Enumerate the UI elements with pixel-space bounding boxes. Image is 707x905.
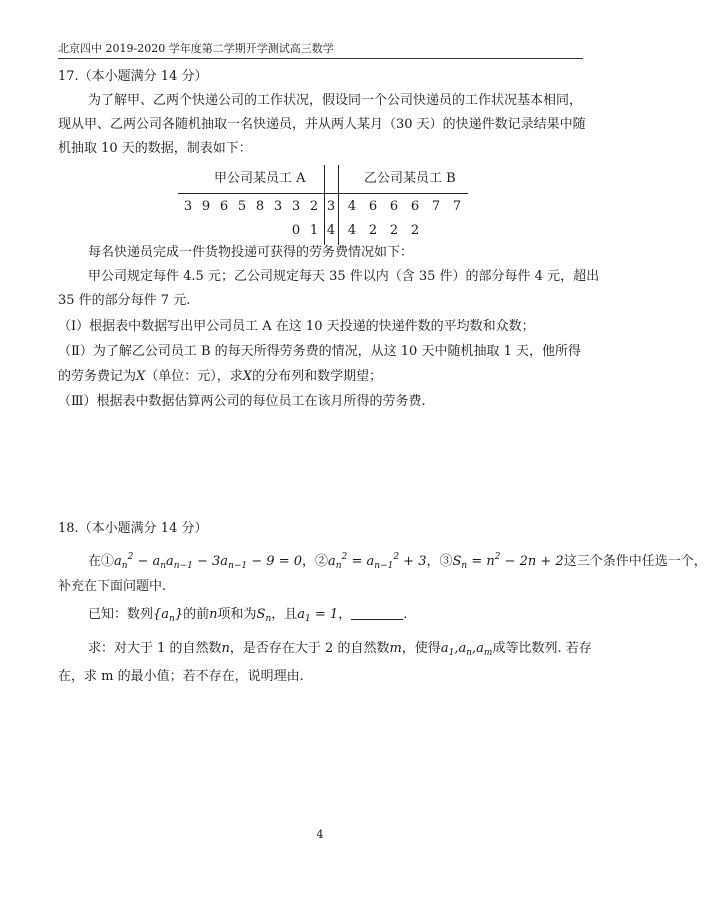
q17-paragraph-4: 每名快递员完成一件货物投递可获得的劳务费情况如下： [88,245,414,260]
table-header-rule [178,193,468,194]
q18-l3-c: 项和为 [217,607,257,622]
stem-right-rule [338,165,339,245]
leaf-right: 6 [368,199,378,214]
q18-l3-b: 的前 [183,607,210,622]
condition-2-formula: $a_n^2 = a_{n-1}^2 + 3$ [328,552,427,571]
q18-line-5: 在，求 m 的最小值；若不存在，说明理由. [58,669,304,684]
sequence-symbol: $\{a_n\}$ [153,607,184,624]
table-right-header: 乙公司某员工 B [364,171,456,186]
q17-ii-text-b: （单位：元），求 [145,369,243,384]
leaf-right: 6 [389,199,399,214]
condition-1-formula: $a_n^2 - a_na_{n-1} - 3a_{n-1} - 9 = 0$ [114,552,302,571]
leaf-right: 4 [347,223,357,238]
q17-part-ii-line2 [58,368,382,386]
leaf-right: 7 [431,199,441,214]
q17-paragraph-5: 甲公司规定每件 4.5 元；乙公司规定每天 35 件以内（含 35 件）的部分每件 4 元，超出 [88,269,600,284]
q17-part-i: （Ⅰ）根据表中数据写出甲公司员工 A 在这 10 天投递的快递件数的平均数和众数； [58,319,535,334]
q18-conditions-line [88,548,707,575]
q17-ii-text-c: 的分布列和数学期望； [252,369,383,384]
stem-leaf-table [178,165,468,245]
leaf-left: 3 [273,199,283,214]
q18-l4-c: ，使得 [401,641,441,656]
page-number: 4 [316,828,324,841]
variable-x: X [242,369,253,384]
q18-l4-a: 求：对大于 1 的自然数 [88,641,222,656]
leaf-left: 0 [291,223,301,238]
leaf-right: 4 [347,199,357,214]
geometric-terms: $a_1,a_n,a_m$ [440,641,493,658]
q18-l3-f: . [403,607,408,622]
q17-paragraph-6: 35 件的部分每件 7 元. [58,293,191,308]
fill-blank [351,607,403,620]
page-header: 北京四中 2019-2020 学年度第二学期开学测试高三数学 [58,42,583,59]
variable-x: X [136,369,146,384]
q17-paragraph-1: 为了解甲、乙两个快递公司的工作状况，假设同一个公司快递员的工作状况基本相同， [88,93,583,108]
q18-l1-sep2: ，② [302,554,329,569]
q17-ii-text-a: 的劳务费记为 [58,369,137,384]
q17-paragraph-3: 机抽取 10 天的数据，制表如下： [58,141,252,156]
q17-part-iii: （Ⅲ）根据表中数据估算两公司的每位员工在该月所得的劳务费. [58,394,426,409]
a1-equation: $a_1 = 1$ [297,607,339,624]
q18-question-line [88,640,592,662]
q18-title: 18.（本小题满分 14 分） [58,521,208,536]
q18-line-2: 补充在下面问题中. [58,579,167,594]
q18-l1-sep3: ，③ [426,554,453,569]
leaf-left: 3 [183,199,193,214]
q18-l3-a: 已知：数列 [88,607,154,622]
leaf-right: 6 [410,199,420,214]
q18-l3-d: ，且 [271,607,298,622]
leaf-left: 8 [255,199,265,214]
leaf-left: 3 [291,199,301,214]
q18-l3-e: ， [338,607,352,622]
leaf-left: 2 [309,199,319,214]
q18-l4-d: 成等比数列. 若存 [492,641,592,656]
stem-value: 4 [326,223,336,238]
q17-part-ii-line1: （Ⅱ）为了解乙公司员工 B 的每天所得劳务费的情况，从这 10 天中随机抽取 1 天，他所得 [58,344,581,359]
q18-l1-prefix: 在① [88,554,115,569]
q18-l1-suffix: 这三个条件中任选一个， [563,554,707,569]
leaf-right: 7 [452,199,462,214]
leaf-left: 1 [309,223,319,238]
n-symbol: n [221,641,230,656]
leaf-left: 6 [219,199,229,214]
leaf-right: 2 [410,223,420,238]
leaf-right: 2 [368,223,378,238]
sn-symbol: $S_n$ [256,607,272,624]
leaf-left: 5 [237,199,247,214]
leaf-left: 9 [201,199,211,214]
q17-paragraph-2: 现从甲、乙两公司各随机抽取一名快递员，并从两人某月（30 天）的快递件数记录结果中随 [58,117,586,132]
n-symbol: n [209,607,218,622]
m-symbol: m [389,641,402,656]
condition-3-formula: $S_n = n^2 - 2n + 2$ [452,552,564,571]
q18-given-line [88,606,407,628]
leaf-right: 2 [389,223,399,238]
q17-title: 17.（本小题满分 14 分） [58,69,208,84]
table-left-header: 甲公司某员工 A [214,171,306,186]
stem-value: 3 [326,199,336,214]
q18-l4-b: ，是否存在大于 2 的自然数 [229,641,390,656]
